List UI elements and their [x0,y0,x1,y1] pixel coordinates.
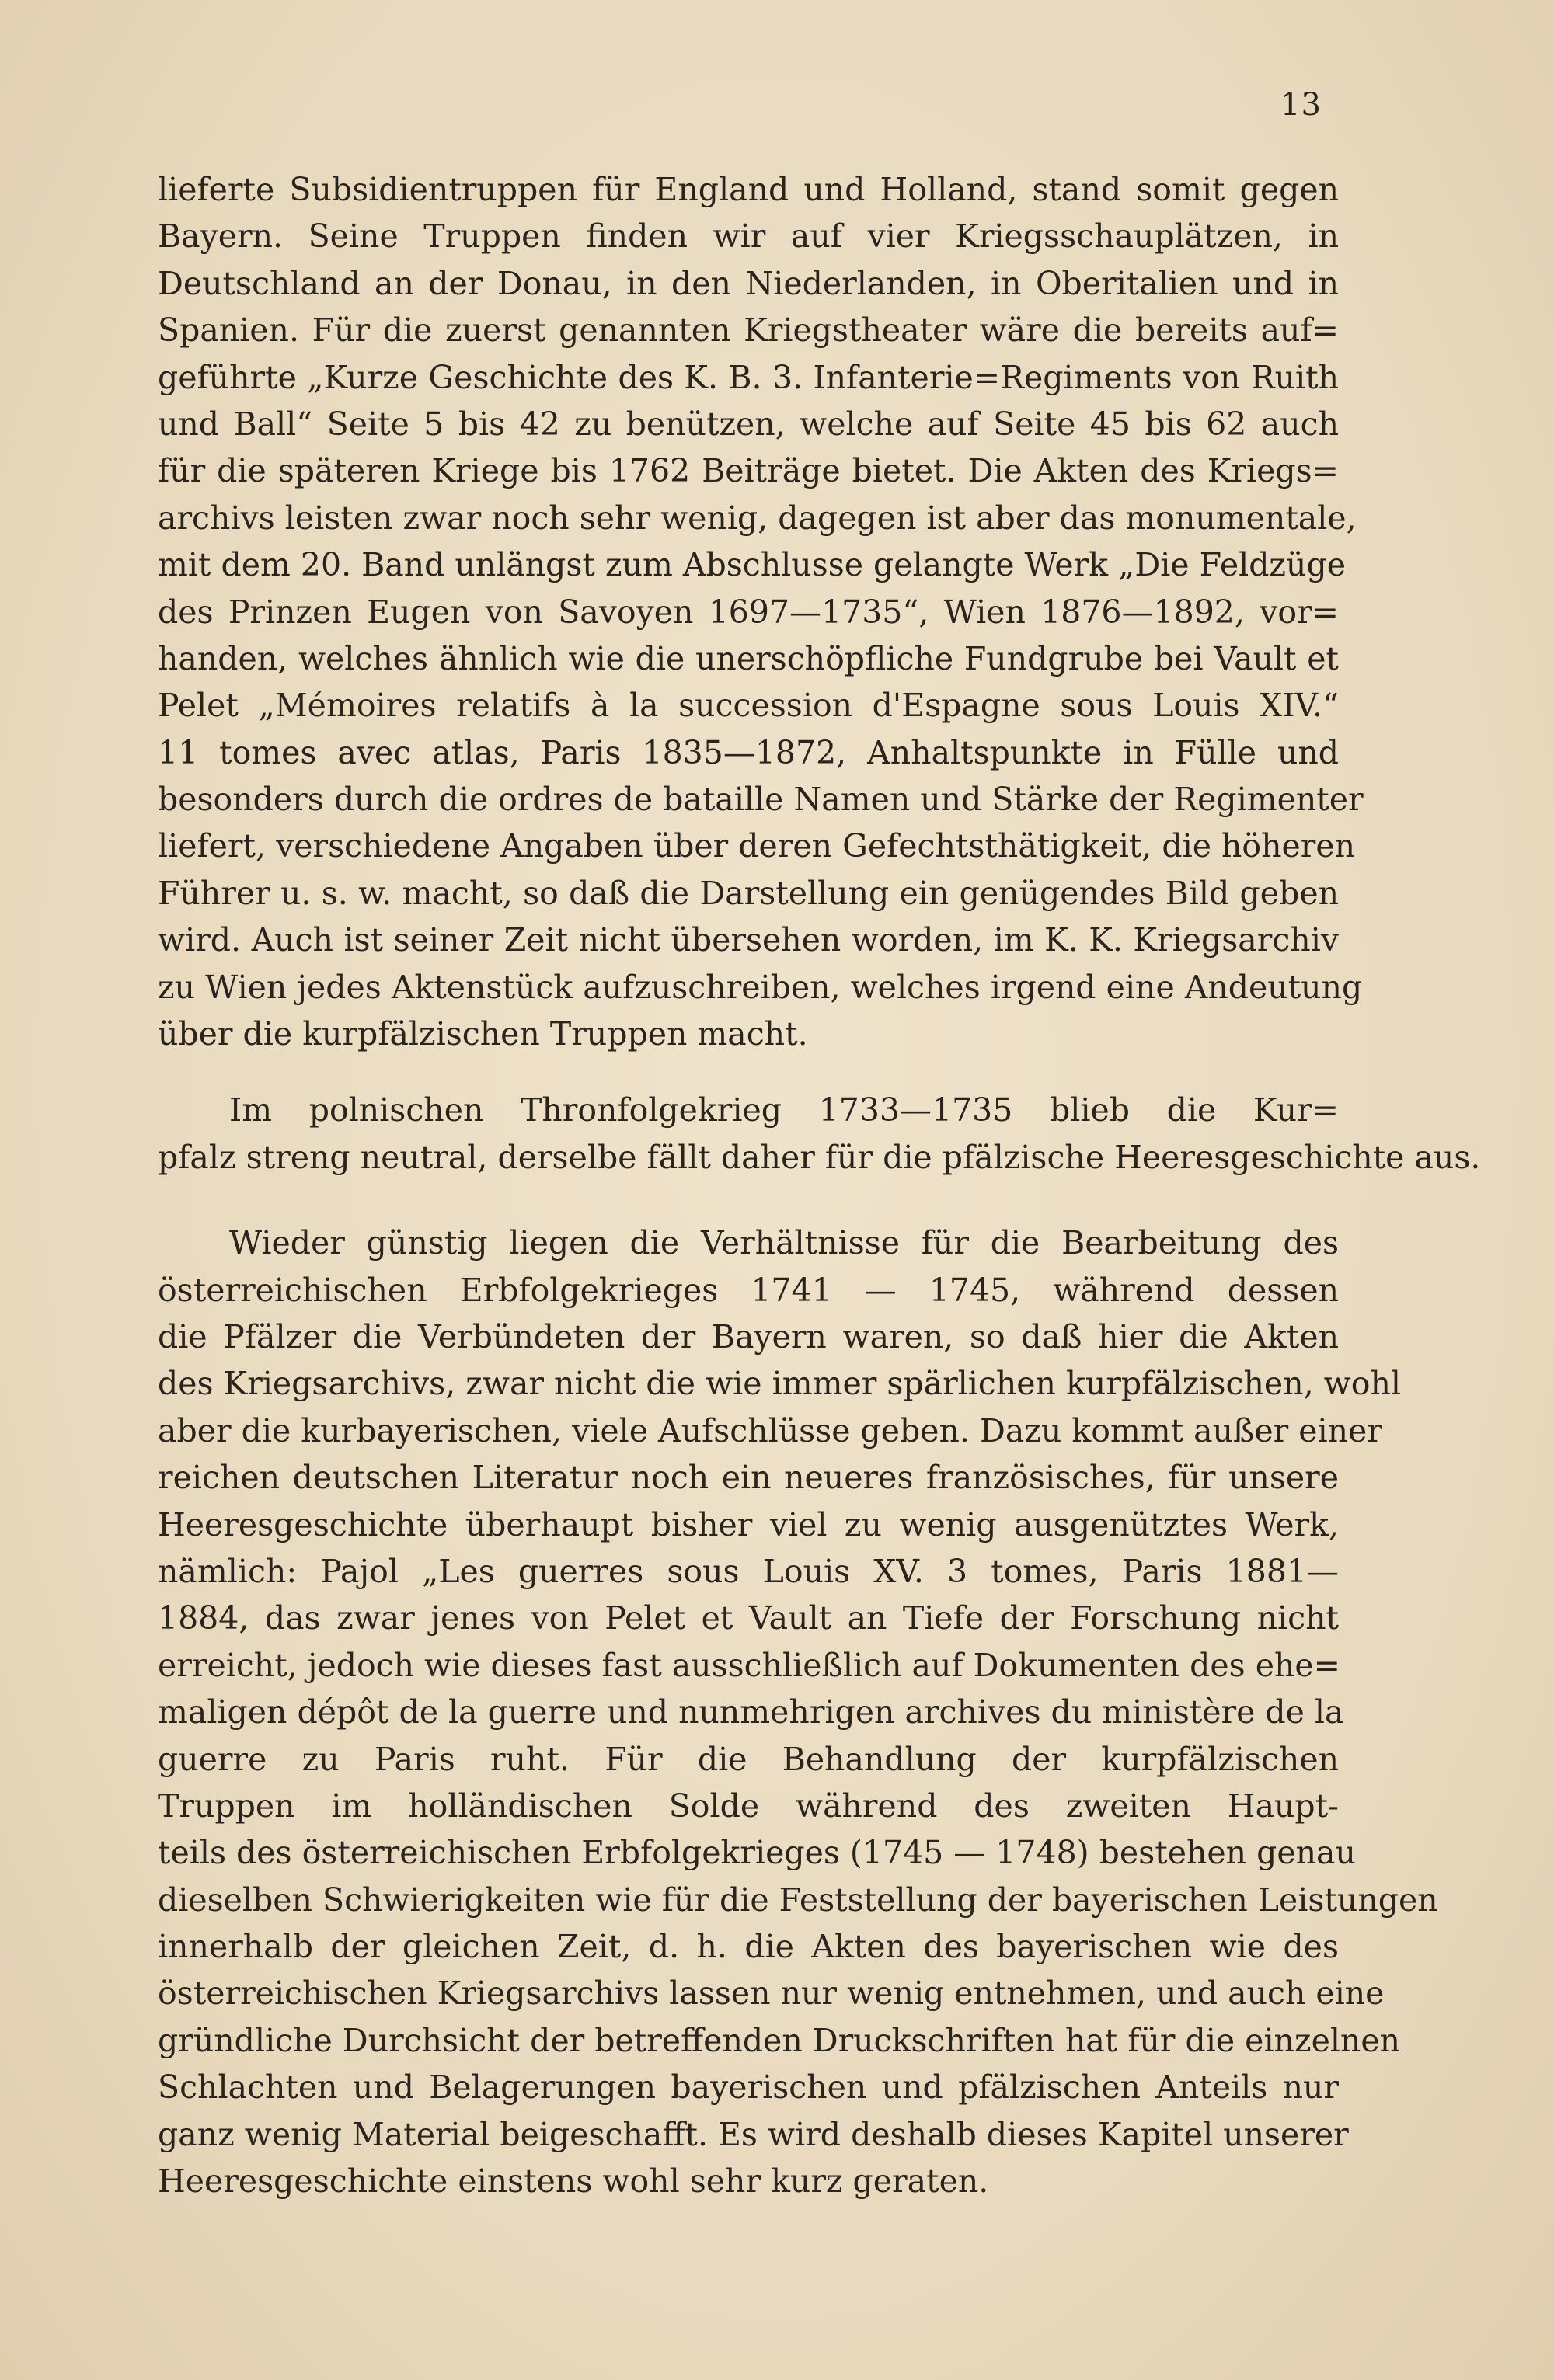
text-line: 11 tomes avec atlas, Paris 1835—1872, Anhaltspunkte in Fülle und [158,733,1339,771]
text-line: innerhalb der gleichen Zeit, d. h. die Akten des bayerischen wie des [158,1928,1339,1966]
text-line: Spanien. Für die zuerst genannten Kriegstheater wäre die bereits auf= [158,311,1339,350]
text-line: dieselben Schwierigkeiten wie für die Feststellung der bayerischen Leistungen [158,1881,1438,1919]
text-line: pfalz streng neutral, derselbe fällt daher für die pfälzische Heeresgeschichte aus. [158,1138,1481,1176]
text-line: die Pfälzer die Verbündeten der Bayern waren, so daß hier die Akten [158,1317,1339,1355]
text-line: guerre zu Paris ruht. Für die Behandlung der kurpfälzischen [158,1740,1339,1778]
text-line: Führer u. s. w. macht, so daß die Darstellung ein genügendes Bild geben [158,874,1339,912]
text-line: Truppen im holländischen Solde während des zweiten Haupt- [158,1787,1339,1825]
text-line: des Prinzen Eugen von Savoyen 1697—1735“, Wien 1876—1892, vor= [158,593,1339,631]
text-line: lieferte Subsidientruppen für England und Holland, stand somit gegen [158,171,1339,208]
text-line: Heeresgeschichte einstens wohl sehr kurz geraten. [158,2163,989,2201]
text-line: nämlich: Pajol „Les guerres sous Louis XV. 3 tomes, Paris 1881— [158,1552,1339,1590]
text-line: archivs leisten zwar noch sehr wenig, dagegen ist aber das monumentale, [158,499,1357,537]
text-line: über die kurpfälzischen Truppen macht. [158,1015,808,1053]
text-line: Im polnischen Thronfolgekrieg 1733—1735 blieb die Kur= [229,1091,1339,1129]
paragraph-3 [158,1220,1438,2204]
text-line: für die späteren Kriege bis 1762 Beiträge bietet. Die Akten des Kriegs= [158,452,1339,490]
text-line: geführte „Kurze Geschichte des K. B. 3. Infanterie=Regiments von Ruith [158,358,1339,396]
text-line: 1884, das zwar jenes von Pelet et Vault an Tiefe der Forschung nicht [158,1599,1339,1637]
text-line: handen, welches ähnlich wie die unerschöpfliche Fundgrube bei Vault et [158,639,1339,677]
text-line: Bayern. Seine Truppen finden wir auf vier Kriegsschauplätzen, in [158,217,1339,256]
text-line: maligen dépôt de la guerre und nunmehrigen archives du ministère de la [158,1693,1344,1731]
paragraph-2 [158,1087,1481,1181]
text-line: mit dem 20. Band unlängst zum Abschlusse gelangte Werk „Die Feldzüge [158,546,1346,584]
text-line: und Ball“ Seite 5 bis 42 zu benützen, welche auf Seite 45 bis 62 auch [158,405,1339,443]
text-line: besonders durch die ordres de bataille Namen und Stärke der Regimenter [158,781,1364,819]
text-line: Schlachten und Belagerungen bayerischen und pfälzischen Anteils nur [158,2069,1339,2107]
text-line: teils des österreichischen Erbfolgekrieges (1745 — 1748) bestehen genau [158,1834,1356,1872]
text-line: österreichischen Erbfolgekrieges 1741 — 1745, während dessen [158,1271,1339,1309]
text-line: ganz wenig Material beigeschafft. Es wird deshalb dieses Kapitel unserer [158,2115,1349,2153]
text-line: Heeresgeschichte überhaupt bisher viel zu wenig ausgenütztes Werk, [158,1505,1339,1543]
text-line: erreicht, jedoch wie dieses fast ausschließlich auf Dokumenten des ehe= [158,1646,1340,1684]
text-line: Deutschland an der Donau, in den Niederlanden, in Oberitalien und in [158,264,1339,302]
text-line: reichen deutschen Literatur noch ein neueres französisches, für unsere [158,1459,1339,1497]
text-line: wird. Auch ist seiner Zeit nicht übersehen worden, im K. K. Kriegsarchiv [158,921,1339,959]
text-line: österreichischen Kriegsarchivs lassen nur wenig entnehmen, und auch eine [158,1975,1385,2013]
page-number: 13 [1280,87,1322,123]
text-line: Wieder günstig liegen die Verhältnisse für die Bearbeitung des [229,1224,1339,1262]
text-line: des Kriegsarchivs, zwar nicht die wie immer spärlichen kurpfälzischen, wohl [158,1365,1401,1403]
text-line: liefert, verschiedene Angaben über deren Gefechtsthätigkeit, die höheren [158,827,1356,865]
text-line: aber die kurbayerischen, viele Aufschlüsse geben. Dazu kommt außer einer [158,1411,1382,1449]
text-line: Pelet „Mémoires relatifs à la succession d'Espagne sous Louis XIV.“ [158,687,1339,725]
text-line: zu Wien jedes Aktenstück aufzuschreiben, welches irgend eine Andeutung [158,968,1363,1006]
paragraph-1 [158,166,1364,1057]
body-text [158,166,1481,2204]
text-line: gründliche Durchsicht der betreffenden Druckschriften hat für die einzelnen [158,2021,1401,2059]
